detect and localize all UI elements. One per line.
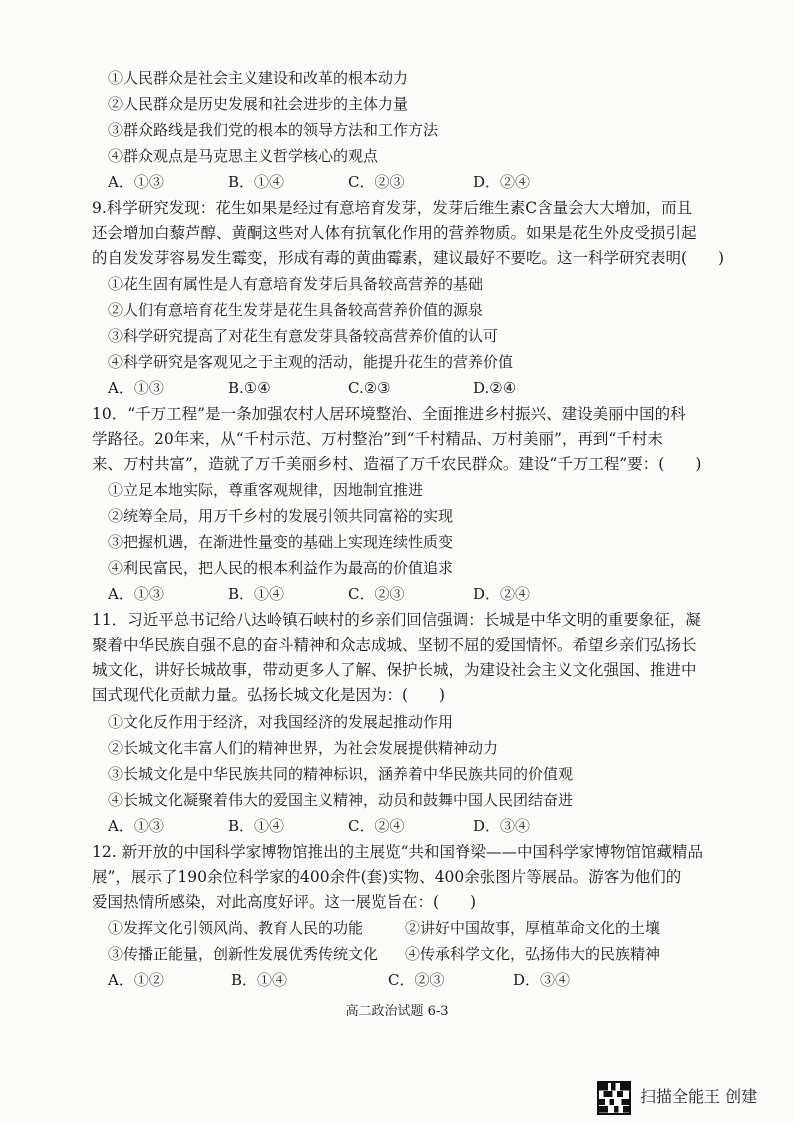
q10-stem-line-2: 学路径。20年来，从“千村示范、万村整治”到“千村精品、万村美丽”，再到“千村未 (92, 430, 663, 448)
q12-option-3: ③传播正能量，创新性发展优秀传统文化 (108, 945, 379, 963)
q11-choice-a[interactable]: A．①③ (108, 817, 164, 835)
q12-choice-a[interactable]: A．①② (108, 971, 164, 989)
qr-code-icon (597, 1081, 631, 1115)
q8-choice-c[interactable]: C．②③ (348, 173, 405, 191)
q11-stem-line-2: 聚着中华民族自强不息的奋斗精神和众志成城、坚韧不屈的爱国情怀。希望乡亲们弘扬长 (92, 636, 697, 654)
q8-choice-d[interactable]: D．②④ (473, 173, 531, 191)
q9-stem-line-3: 的自发发芽容易发生霉变，形成有毒的黄曲霉素，建议最好不要吃。这一科学研究表明( ) (92, 249, 725, 267)
q11-choice-b[interactable]: B．①④ (228, 817, 285, 835)
q9-option-4: ④科学研究是客观见之于主观的活动，能提升花生的营养价值 (108, 353, 514, 371)
q9-choice-c[interactable]: C.②③ (348, 379, 391, 397)
q11-option-1: ①文化反作用于经济，对我国经济的发展起推动作用 (108, 713, 454, 731)
q9-stem-line-2: 还会增加白藜芦醇、黄酮这些对人体有抗氧化作用的营养物质。如果是花生外皮受损引起 (92, 224, 697, 242)
q8-option-3: ③群众路线是我们党的根本的领导方法和工作方法 (108, 121, 439, 139)
q8-choice-b[interactable]: B．①④ (228, 173, 285, 191)
q12-option-4: ④传承科学文化，弘扬伟大的民族精神 (405, 945, 661, 963)
q11-option-3: ③长城文化是中华民族共同的精神标识，涵养着中华民族共同的价值观 (108, 765, 574, 783)
q8-option-2: ②人民群众是历史发展和社会进步的主体力量 (108, 95, 409, 113)
q11-choice-c[interactable]: C．②④ (348, 817, 405, 835)
page-footer: 高二政治试题 6-3 (345, 1004, 449, 1019)
q9-choice-d[interactable]: D.②④ (473, 379, 517, 397)
q10-choice-c[interactable]: C．②③ (348, 585, 405, 603)
q11-option-2: ②长城文化丰富人们的精神世界，为社会发展提供精神动力 (108, 739, 499, 757)
q11-stem-line-3: 城文化，讲好长城故事，带动更多人了解、保护长城，为建设社会主义文化强国、推进中 (92, 661, 697, 679)
q12-stem-line-2: 展”，展示了190余位科学家的400余件(套)实物、400余张图片等展品。游客为他们的 (92, 868, 682, 886)
q12-stem-line-1: 12. 新开放的中国科学家博物馆推出的主展览“共和国脊梁——中国科学家博物馆馆藏精品 (92, 843, 704, 861)
q12-stem-line-3: 爱国热情所感染，对此高度好评。这一展览旨在：( ) (92, 893, 477, 911)
q9-option-3: ③科学研究提高了对花生有意发芽具备较高营养价值的认可 (108, 327, 499, 345)
scanner-watermark: 扫描全能王 创建 (640, 1087, 758, 1106)
q9-option-2: ②人们有意培育花生发芽是花生具备较高营养价值的源泉 (108, 301, 484, 319)
q10-option-2: ②统筹全局，用万千乡村的发展引领共同富裕的实现 (108, 507, 454, 525)
q12-choice-d[interactable]: D．③④ (513, 971, 571, 989)
q12-choice-c[interactable]: C．②③ (388, 971, 445, 989)
q11-option-4: ④长城文化凝聚着伟大的爱国主义精神，动员和鼓舞中国人民团结奋进 (108, 791, 574, 809)
q10-option-1: ①立足本地实际，尊重客观规律，因地制宜推进 (108, 481, 424, 499)
q10-choice-b[interactable]: B．①④ (228, 585, 285, 603)
q11-stem-line-1: 11．习近平总书记给八达岭镇石峡村的乡亲们回信强调：长城是中华文明的重要象征，凝 (92, 611, 701, 629)
q12-choice-b[interactable]: B．①④ (231, 971, 288, 989)
q8-option-4: ④群众观点是马克思主义哲学核心的观点 (108, 147, 379, 165)
q10-stem-line-1: 10．“千万工程”是一条加强农村人居环境整治、全面推进乡村振兴、建设美丽中国的科 (92, 405, 686, 423)
q12-option-2: ②讲好中国故事，厚植革命文化的土壤 (405, 919, 661, 937)
q10-choice-a[interactable]: A．①③ (108, 585, 164, 603)
q10-choice-d[interactable]: D．②④ (473, 585, 531, 603)
q12-option-1: ①发挥文化引领风尚、教育人民的功能 (108, 919, 364, 937)
q10-option-4: ④利民富民，把人民的根本利益作为最高的价值追求 (108, 559, 454, 577)
q9-stem-line-1: 9.科学研究发现：花生如果是经过有意培育发芽，发芽后维生素C含量会大大增加，而且 (92, 199, 693, 217)
q11-stem-line-4: 国式现代化贡献力量。弘扬长城文化是因为：( ) (92, 686, 446, 704)
q11-choice-d[interactable]: D．③④ (473, 817, 531, 835)
q10-option-3: ③把握机遇，在渐进性量变的基础上实现连续性质变 (108, 533, 454, 551)
q9-choice-a[interactable]: A．①③ (108, 379, 164, 397)
q10-stem-line-3: 来、万村共富”，造就了万千美丽乡村、造福了万千农民群众。建设“千万工程”要：( ) (92, 455, 702, 473)
q8-choice-a[interactable]: A．①③ (108, 173, 164, 191)
q9-choice-b[interactable]: B.①④ (228, 379, 271, 397)
q9-option-1: ①花生固有属性是人有意培育发芽后具备较高营养的基础 (108, 275, 484, 293)
q8-option-1: ①人民群众是社会主义建设和改革的根本动力 (108, 69, 409, 87)
